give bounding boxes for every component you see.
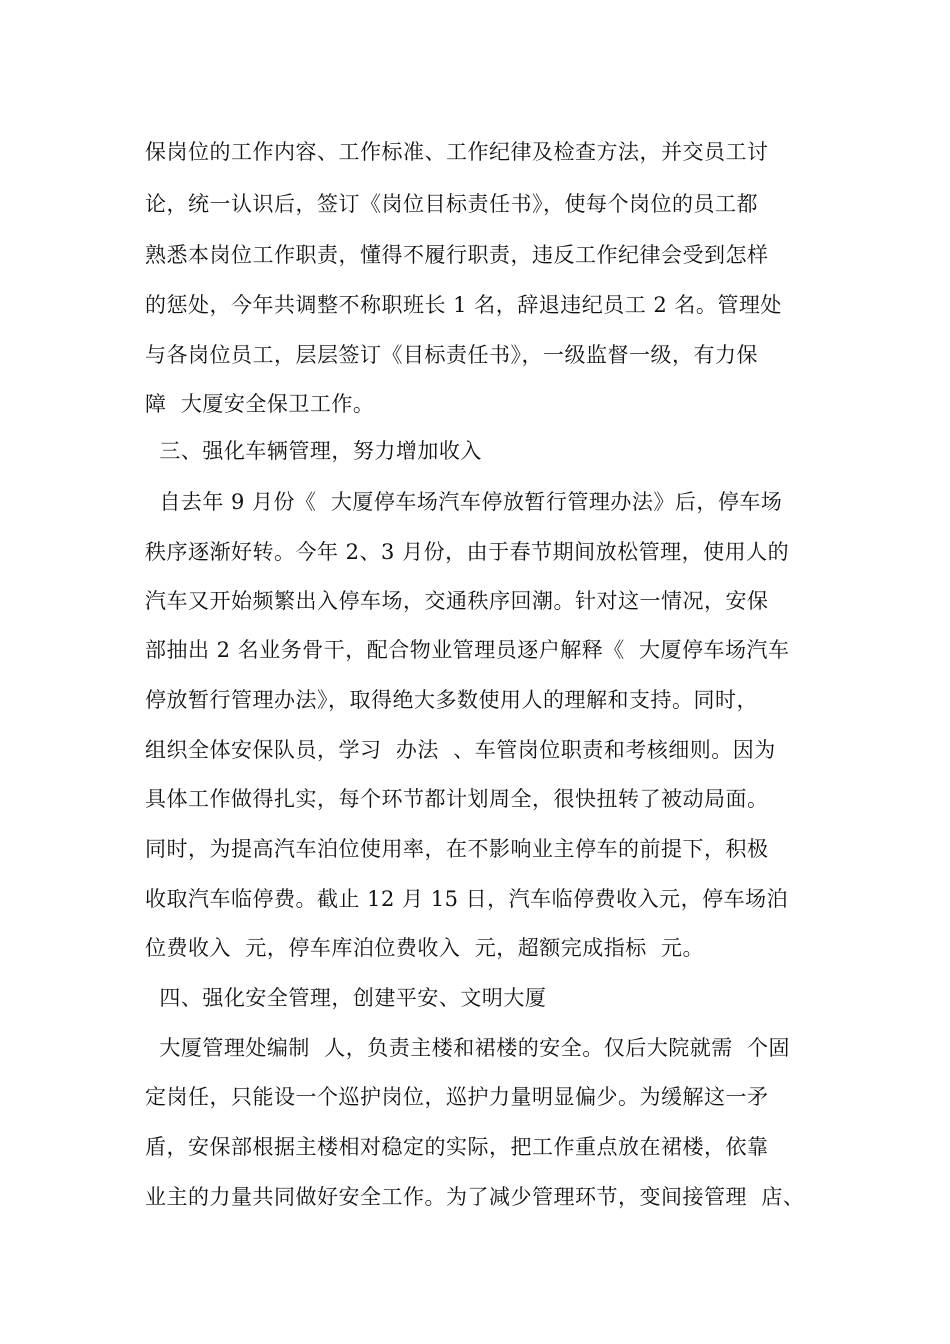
text-line: 盾，安保部根据主楼相对稳定的实际，把工作重点放在裙楼，依靠: [145, 1135, 769, 1159]
text-line: 汽车又开始频繁出入停车场，交通秩序回潮。针对这一情况，安保: [145, 589, 769, 613]
text-line: 具体工作做得扎实，每个环节都计划周全，很快扭转了被动局面。: [145, 787, 769, 811]
text-line: 同时，为提高汽车泊位使用率，在不影响业主停车的前提下，积极: [145, 837, 769, 861]
text-line: 与各岗位员工，层层签订《目标责任书》，一级监督一级，有力保: [145, 343, 758, 367]
text-line: 障 大厦安全保卫工作。: [145, 392, 375, 416]
section-heading: 四、强化安全管理，创建平安、文明大厦: [145, 986, 547, 1010]
text-line: 熟悉本岗位工作职责，懂得不履行职责，违反工作纪律会受到怎样: [145, 243, 769, 267]
text-line: 组织全体安保队员，学习 办法 、车管岗位职责和考核细则。因为: [145, 738, 776, 762]
text-line: 停放暂行管理办法》，取得绝大多数使用人的理解和支持。同时，: [145, 688, 758, 712]
text-line: 大厦管理处编制 人，负责主楼和裙楼的安全。仅后大院就需 个固: [145, 1036, 791, 1060]
text-line: 自去年 9 月份《 大厦停车场汽车停放暂行管理办法》后，停车场: [145, 490, 783, 514]
text-line: 保岗位的工作内容、工作标准、工作纪律及检查方法，并交员工讨: [145, 140, 769, 164]
text-line: 位费收入 元，停车库泊位费收入 元，超额完成指标 元。: [145, 936, 705, 960]
text-line: 的惩处，今年共调整不称职班长 1 名，辞退违纪员工 2 名。管理处: [145, 293, 782, 317]
section-heading: 三、强化车辆管理，努力增加收入: [145, 439, 482, 463]
text-line: 部抽出 2 名业务骨干，配合物业管理员逐户解释《 大厦停车场汽车: [145, 638, 790, 662]
text-line: 秩序逐渐好转。今年 2、3 月份，由于春节期间放松管理，使用人的: [145, 540, 790, 564]
text-line: 收取汽车临停费。截止 12 月 15 日，汽车临停费收入元，停车场泊: [145, 887, 789, 911]
text-line: 业主的力量共同做好安全工作。为了减少管理环节，变间接管理 店、: [145, 1185, 805, 1209]
text-line: 定岗任，只能设一个巡护岗位，巡护力量明显偏少。为缓解这一矛: [145, 1085, 769, 1109]
text-line: 论，统一认识后，签订《岗位目标责任书》，使每个岗位的员工都: [145, 192, 758, 216]
